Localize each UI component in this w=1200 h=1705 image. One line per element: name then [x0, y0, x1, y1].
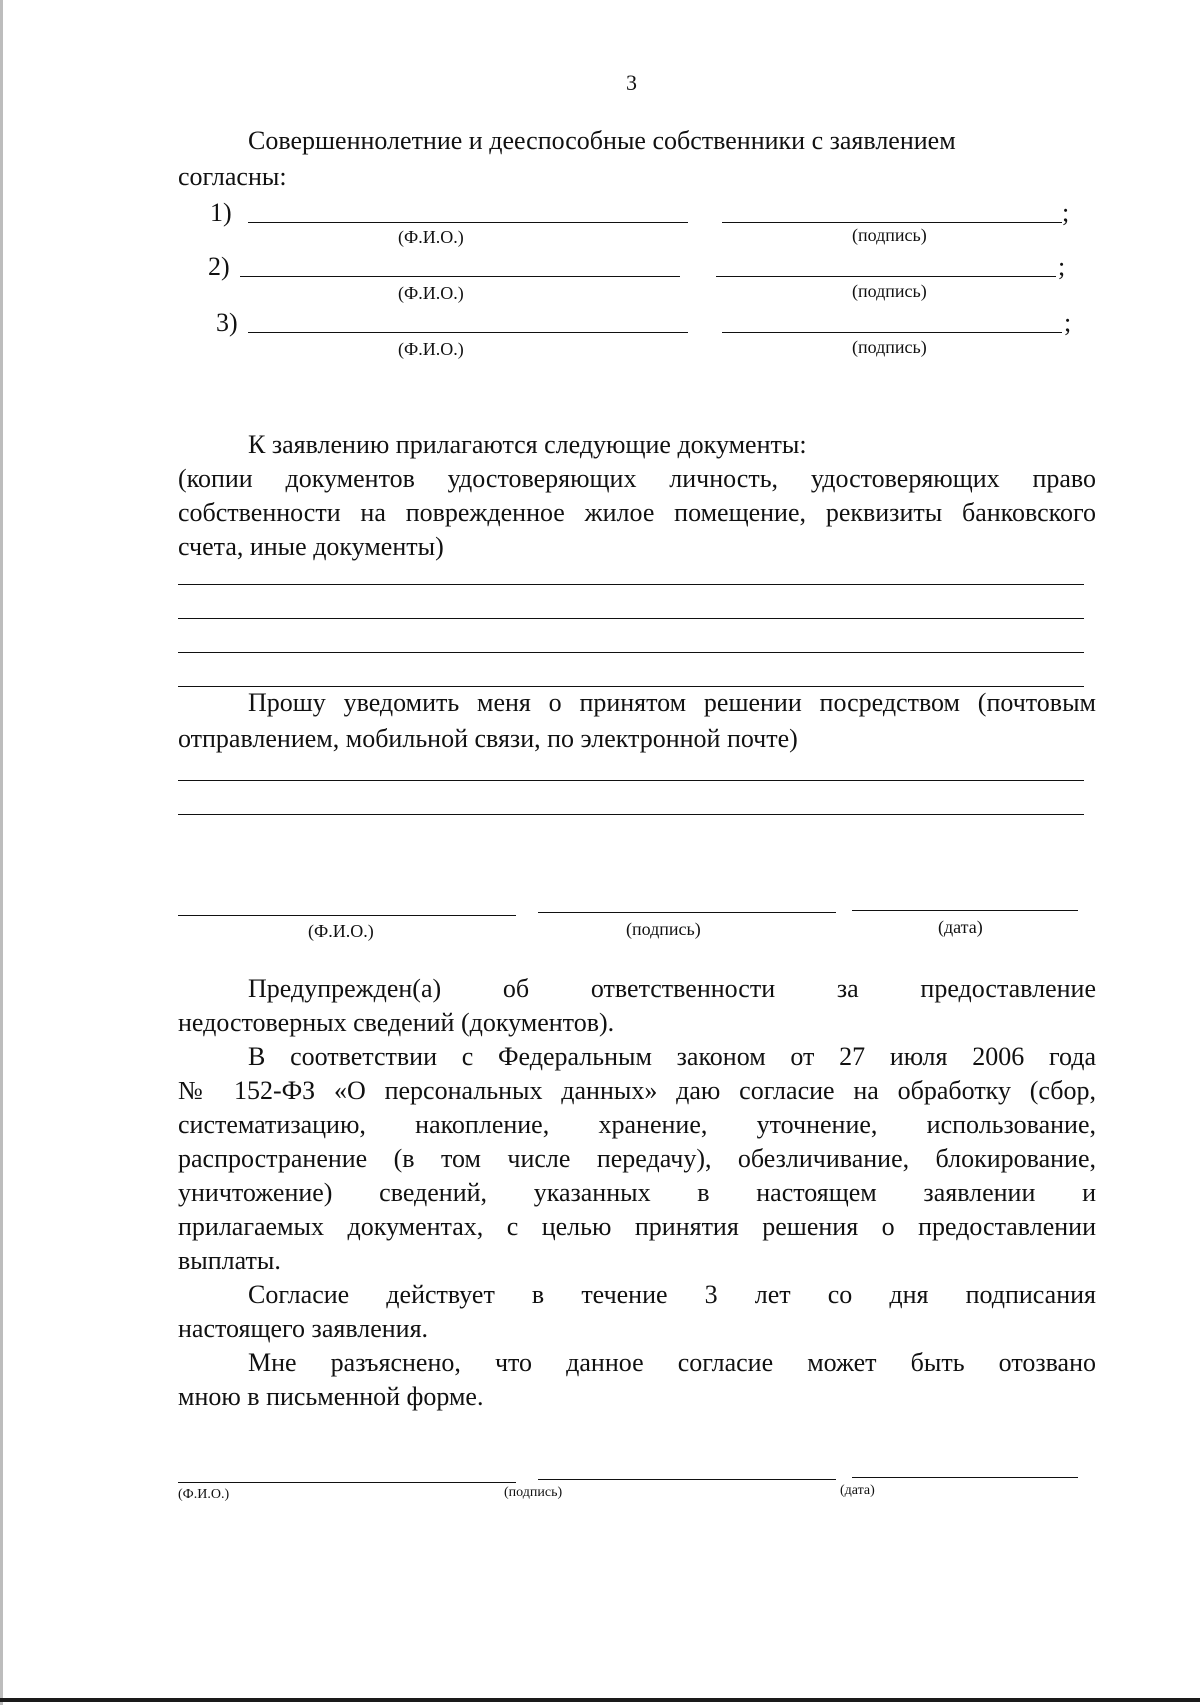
revocation-line2: мною в письменной форме.	[178, 1382, 484, 1411]
owner-fio-line[interactable]	[248, 222, 688, 223]
owners-intro-line2: согласны:	[178, 162, 287, 191]
fio-line[interactable]	[178, 1482, 516, 1483]
fio-caption: (Ф.И.О.)	[398, 339, 464, 359]
owners-intro-line1: Совершеннолетние и дееспособные собственники с заявлением	[248, 126, 956, 155]
owner-signature-line[interactable]	[716, 276, 1056, 277]
revocation-line1: Мне разъяснено, что данное согласие может быть отозвано	[248, 1348, 1096, 1377]
page-number: 3	[626, 70, 637, 95]
owner-semicolon: ;	[1062, 198, 1070, 227]
fio-caption: (Ф.И.О.)	[398, 227, 464, 247]
validity-line1: Согласие действует в течение 3 лет со дня подписания	[248, 1280, 1096, 1309]
owner-signature-line[interactable]	[722, 222, 1062, 223]
signature-caption: (подпись)	[852, 337, 927, 357]
signature-caption: (подпись)	[626, 919, 701, 939]
signature-caption: (подпись)	[504, 1485, 563, 1500]
date-caption: (дата)	[938, 917, 983, 937]
attachments-line4: счета, иные документы)	[178, 532, 444, 561]
consent-line4: распространение (в том числе передачу), обезличивание, блокирование,	[178, 1144, 1096, 1173]
scan-edge-left	[0, 0, 3, 1705]
consent-line6: прилагаемых документах, с целью принятия решения о предоставлении	[178, 1212, 1096, 1241]
consent-line2: № 152-ФЗ «О персональных данных» даю согласие на обработку (сбор,	[178, 1076, 1096, 1105]
fio-caption: (Ф.И.О.)	[178, 1487, 230, 1502]
owner-number: 2)	[208, 252, 230, 281]
fio-line[interactable]	[178, 915, 516, 916]
notify-fill-line-1[interactable]	[178, 780, 1084, 781]
owner-semicolon: ;	[1064, 308, 1072, 337]
signature-line[interactable]	[538, 912, 836, 913]
owner-signature-line[interactable]	[722, 332, 1062, 333]
fio-caption: (Ф.И.О.)	[398, 283, 464, 303]
warning-line1: Предупрежден(а) об ответственности за предоставление	[248, 974, 1096, 1003]
attachments-line3: собственности на поврежденное жилое помещение, реквизиты банковского	[178, 498, 1096, 527]
attachments-line2: (копии документов удостоверяющих личность, удостоверяющих право	[178, 464, 1096, 493]
consent-line7: выплаты.	[178, 1246, 281, 1275]
owner-fio-line[interactable]	[240, 276, 680, 277]
owner-semicolon: ;	[1058, 252, 1066, 281]
signature-caption: (подпись)	[852, 225, 927, 245]
validity-line2: настоящего заявления.	[178, 1314, 429, 1343]
date-line[interactable]	[852, 1477, 1078, 1478]
warning-line2: недостоверных сведений (документов).	[178, 1008, 615, 1037]
notify-line1: Прошу уведомить меня о принятом решении посредством (почтовым	[248, 688, 1096, 717]
date-line[interactable]	[852, 910, 1078, 911]
consent-line1: В соответствии с Федеральным законом от 27 июля 2006 года	[248, 1042, 1096, 1071]
owner-number: 1)	[210, 198, 232, 227]
scan-edge-bottom	[0, 1698, 1200, 1702]
notify-line2: отправлением, мобильной связи, по электронной почте)	[178, 724, 798, 753]
owner-fio-line[interactable]	[248, 332, 688, 333]
fio-caption: (Ф.И.О.)	[308, 921, 374, 941]
signature-caption: (подпись)	[852, 281, 927, 301]
date-caption: (дата)	[840, 1483, 875, 1498]
owner-number: 3)	[216, 308, 238, 337]
signature-line[interactable]	[538, 1479, 836, 1480]
notify-fill-line-2[interactable]	[178, 814, 1084, 815]
attachments-fill-line-1[interactable]	[178, 584, 1084, 585]
consent-line5: уничтожение) сведений, указанных в настоящем заявлении и	[178, 1178, 1096, 1207]
attachments-heading: К заявлению прилагаются следующие документы:	[248, 430, 807, 459]
consent-line3: систематизацию, накопление, хранение, уточнение, использование,	[178, 1110, 1096, 1139]
attachments-fill-line-2[interactable]	[178, 618, 1084, 619]
attachments-fill-line-3[interactable]	[178, 652, 1084, 653]
